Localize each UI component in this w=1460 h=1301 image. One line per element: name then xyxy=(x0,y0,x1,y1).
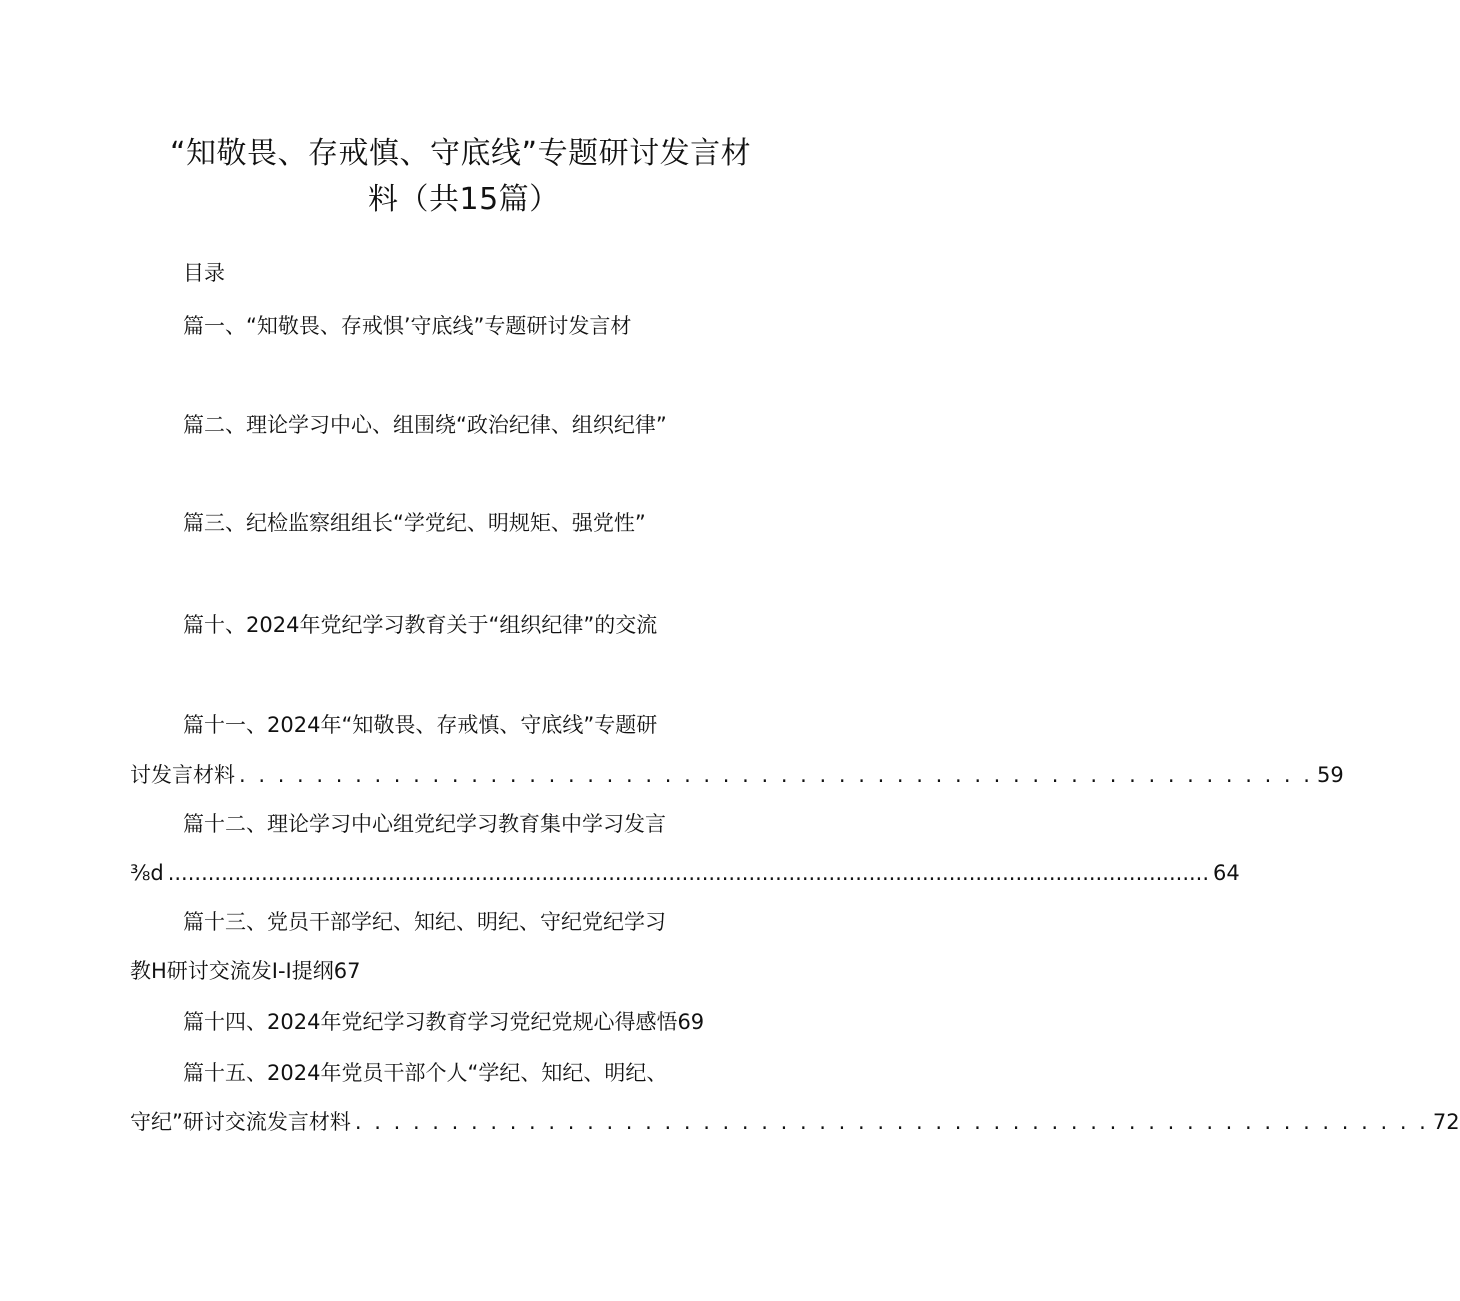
toc-leader-dots: . . . . . . . . . . . . . . . . . . . . . . . . . . . . . . . . . . . . . . . . . . . . . . . . . . . . . . . . xyxy=(239,763,1313,787)
toc-entry-15-line-1: 篇十五、2024年党员干部个人“学纪、知纪、明纪、 xyxy=(183,1061,668,1085)
document-title-line-2: 料（共15篇） xyxy=(368,182,560,217)
toc-entry-11-line-1: 篇十一、2024年“知敬畏、存戒慎、守底线”专题研 xyxy=(183,713,658,737)
toc-entry-1: 篇一、“知敬畏、存戒惧’守底线”专题研讨发言材 xyxy=(183,314,632,338)
toc-entry-11-page: 59 xyxy=(1316,763,1344,787)
toc-entry-2: 篇二、理论学习中心、组围绕“政治纪律、组织纪律” xyxy=(183,413,667,437)
toc-entry-15-text: 守纪”研讨交流发言材料 xyxy=(130,1110,351,1134)
toc-entry-13-line-2: 教H研讨交流发I-I提纲67 xyxy=(130,959,361,983)
toc-entry-14: 篇十四、2024年党纪学习教育学习党纪党规心得感悟69 xyxy=(183,1010,705,1034)
toc-entry-12-line-1: 篇十二、理论学习中心组党纪学习教育集中学习发言 xyxy=(183,812,666,836)
toc-entry-10: 篇十、2024年党纪学习教育关于“组织纪律”的交流 xyxy=(183,613,658,637)
toc-entry-3: 篇三、纪检监察组组长“学党纪、明规矩、强党性” xyxy=(183,511,646,535)
toc-entry-12-text: ⅜d xyxy=(130,861,164,885)
document-title-line-1: “知敬畏、存戒慎、守底线”专题研讨发言材 xyxy=(170,136,752,171)
toc-entry-15-page: 72 xyxy=(1432,1110,1460,1134)
toc-leader-dots: . . . . . . . . . . . . . . . . . . . . . . . . . . . . . . . . . . . . . . . . . . . . . . . . . . . . . . . . xyxy=(354,1110,1429,1134)
toc-entry-11-line-2 xyxy=(130,760,1344,790)
toc-entry-15-line-2 xyxy=(130,1107,1460,1137)
toc-entry-11-text: 讨发言材料 xyxy=(130,763,235,787)
toc-entry-12-page: 64 xyxy=(1213,861,1240,885)
toc-entry-13-line-1: 篇十三、党员干部学纪、知纪、明纪、守纪党纪学习 xyxy=(183,910,666,934)
toc-leader-dots: ............................................................................................................................................................ xyxy=(167,861,1210,885)
toc-entry-12-line-2 xyxy=(130,858,1240,888)
toc-heading: 目录 xyxy=(183,261,225,285)
